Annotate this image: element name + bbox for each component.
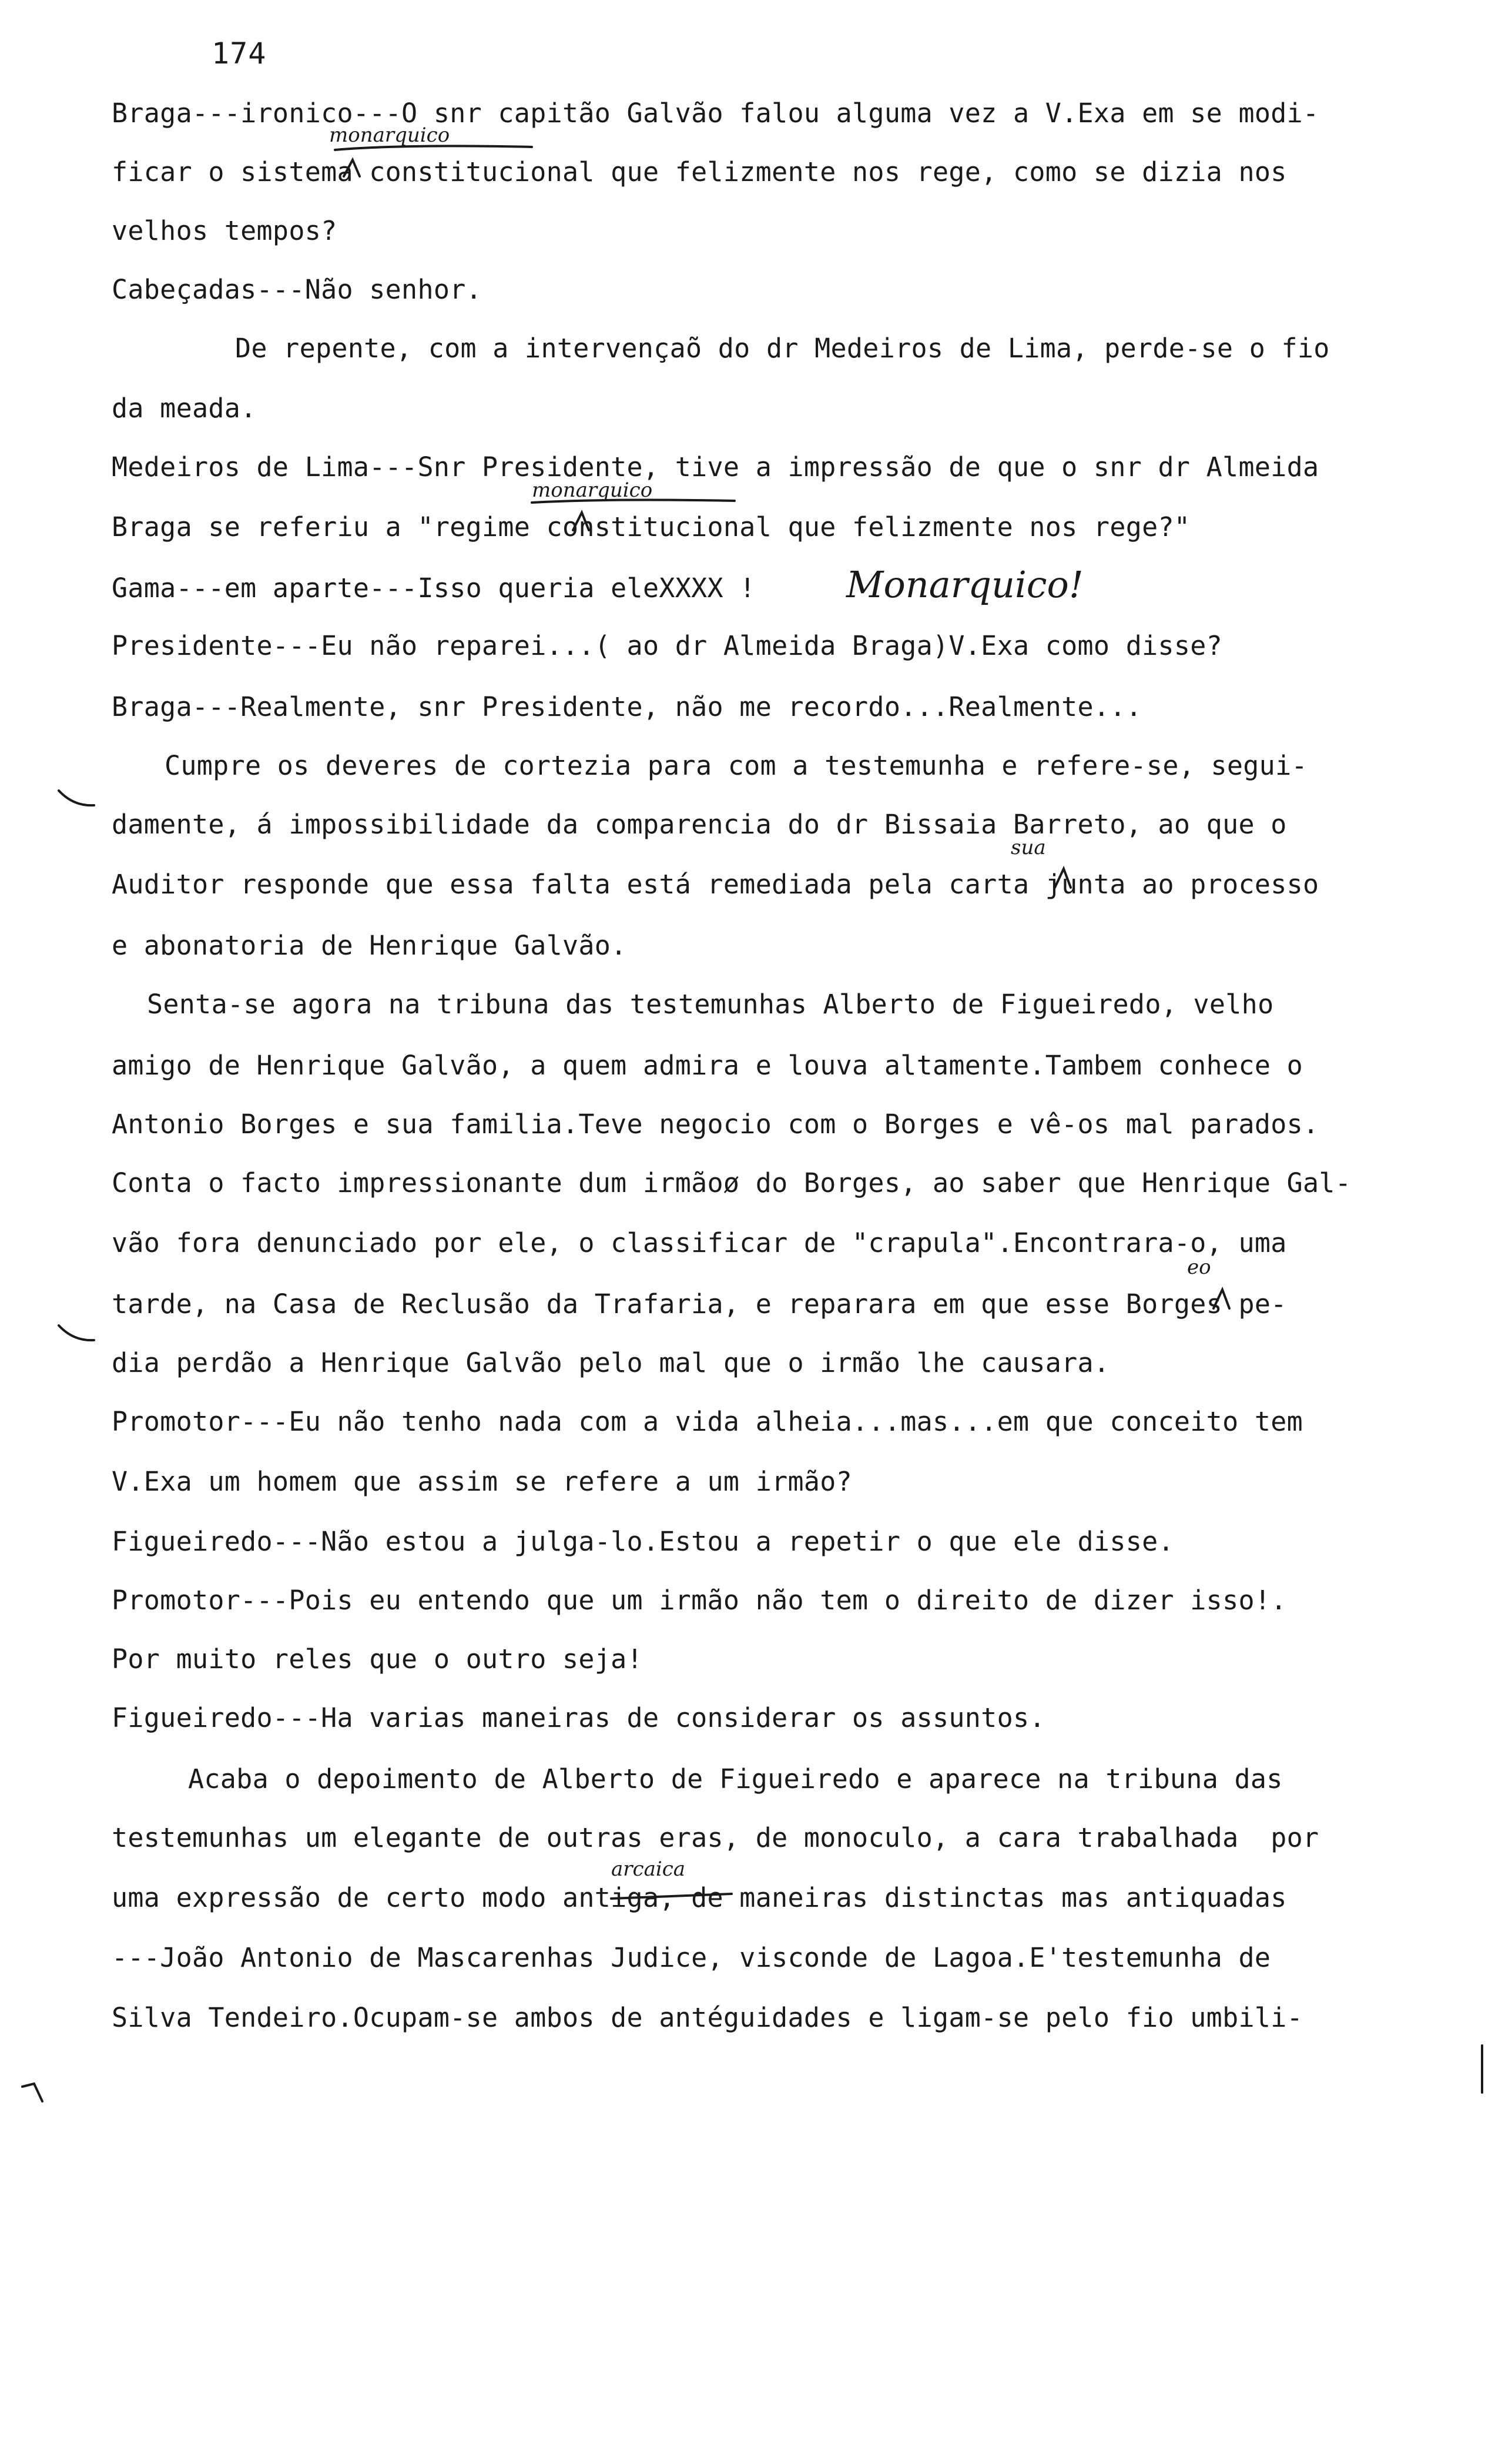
text-line: Por muito reles que o outro seja! [112,1643,643,1675]
text-line: Promotor---Pois eu entendo que um irmão não tem o direito de dizer isso!. [112,1585,1287,1616]
text-line: Senta-se agora na tribuna das testemunhas Alberto de Figueiredo, velho [147,989,1274,1020]
text-line: Silva Tendeiro.Ocupam-se ambos de antéguidades e ligam-se pelo fio umbili- [112,2002,1303,2033]
handwritten-annotation: Monarquico! [846,563,1084,606]
handwritten-annotation: monarquico [329,123,450,147]
text-line: vão fora denunciado por ele, o classificar de "crapula".Encontrara-o, uma [112,1227,1287,1258]
text-line: Figueiredo---Não estou a julga-lo.Estou a repetir o que ele disse. [112,1526,1174,1557]
handwritten-annotation: monarquico [532,478,653,502]
text-line: Figueiredo---Ha varias maneiras de considerar os assuntos. [112,1702,1045,1733]
annotation-underline [335,146,532,150]
text-line: damente, á impossibilidade da comparencia do dr Bissaia Barreto, ao que o [112,809,1287,840]
handwritten-annotation: arcaica [611,1857,686,1881]
text-line: ficar o sistema constitucional que felizmente nos rege, como se dizia nos [112,156,1287,188]
page-number: 174 [212,36,267,71]
insertion-caret [1214,1290,1229,1308]
text-line: Acaba o depoimento de Alberto de Figueiredo e aparece na tribuna das [188,1763,1283,1795]
text-line: Antonio Borges e sua familia.Teve negocio com o Borges e vê-os mal parados. [112,1109,1319,1140]
margin-mark [22,2084,42,2101]
text-line: testemunhas um elegante de outras eras, de monoculo, a cara trabalhada por [112,1822,1319,1853]
margin-mark [59,791,94,805]
text-line: Promotor---Eu não tenho nada com a vida alheia...mas...em que conceito tem [112,1406,1303,1437]
text-line: Medeiros de Lima---Snr Presidente, tive a impressão de que o snr dr Almeida [112,451,1319,483]
text-line: V.Exa um homem que assim se refere a um irmão? [112,1466,853,1497]
text-line: Auditor responde que essa falta está remediada pela carta junta ao processo [112,869,1319,900]
text-line: De repente, com a intervençaõ do dr Medeiros de Lima, perde-se o fio [235,333,1330,364]
insertion-caret [573,513,589,530]
margin-mark [59,1325,94,1340]
annotation-underline [532,500,735,503]
text-line: Braga---ironico---O snr capitão Galvão falou alguma vez a V.Exa em se modi- [112,98,1319,129]
text-line: Braga se referiu a "regime constitucional que felizmente nos rege?" [112,511,1191,543]
text-line: tarde, na Casa de Reclusão da Trafaria, e reparara em que esse Borges pe- [112,1288,1287,1320]
insertion-caret [344,160,360,176]
handwritten-annotation: eo [1187,1256,1211,1279]
strikethrough-line [611,1894,732,1899]
handwritten-annotation: sua [1011,836,1046,859]
text-line: Cabeçadas---Não senhor. [112,274,482,305]
text-line: amigo de Henrique Galvão, a quem admira e louva altamente.Tambem conhece o [112,1050,1303,1081]
text-line: e abonatoria de Henrique Galvão. [112,930,627,961]
text-line: dia perdão a Henrique Galvão pelo mal que o irmão lhe causara. [112,1347,1110,1378]
text-line: da meada. [112,393,257,424]
text-line: Cumpre os deveres de cortezia para com a testemunha e refere-se, segui- [165,750,1308,781]
text-line: uma expressão de certo modo antiga, de maneiras distinctas mas antiquadas [112,1882,1287,1913]
text-line: Gama---em aparte---Isso queria eleXXXX ! [112,573,756,604]
text-line: Conta o facto impressionante dum irmãoø do Borges, ao saber que Henrique Gal- [112,1167,1352,1198]
text-line: velhos tempos? [112,215,337,246]
text-line: Braga---Realmente, snr Presidente, não me recordo...Realmente... [112,691,1142,722]
text-line: Presidente---Eu não reparei...( ao dr Almeida Braga)V.Exa como disse? [112,630,1223,661]
text-line: ---João Antonio de Mascarenhas Judice, visconde de Lagoa.E'testemunha de [112,1942,1271,1973]
insertion-caret [1055,869,1071,888]
